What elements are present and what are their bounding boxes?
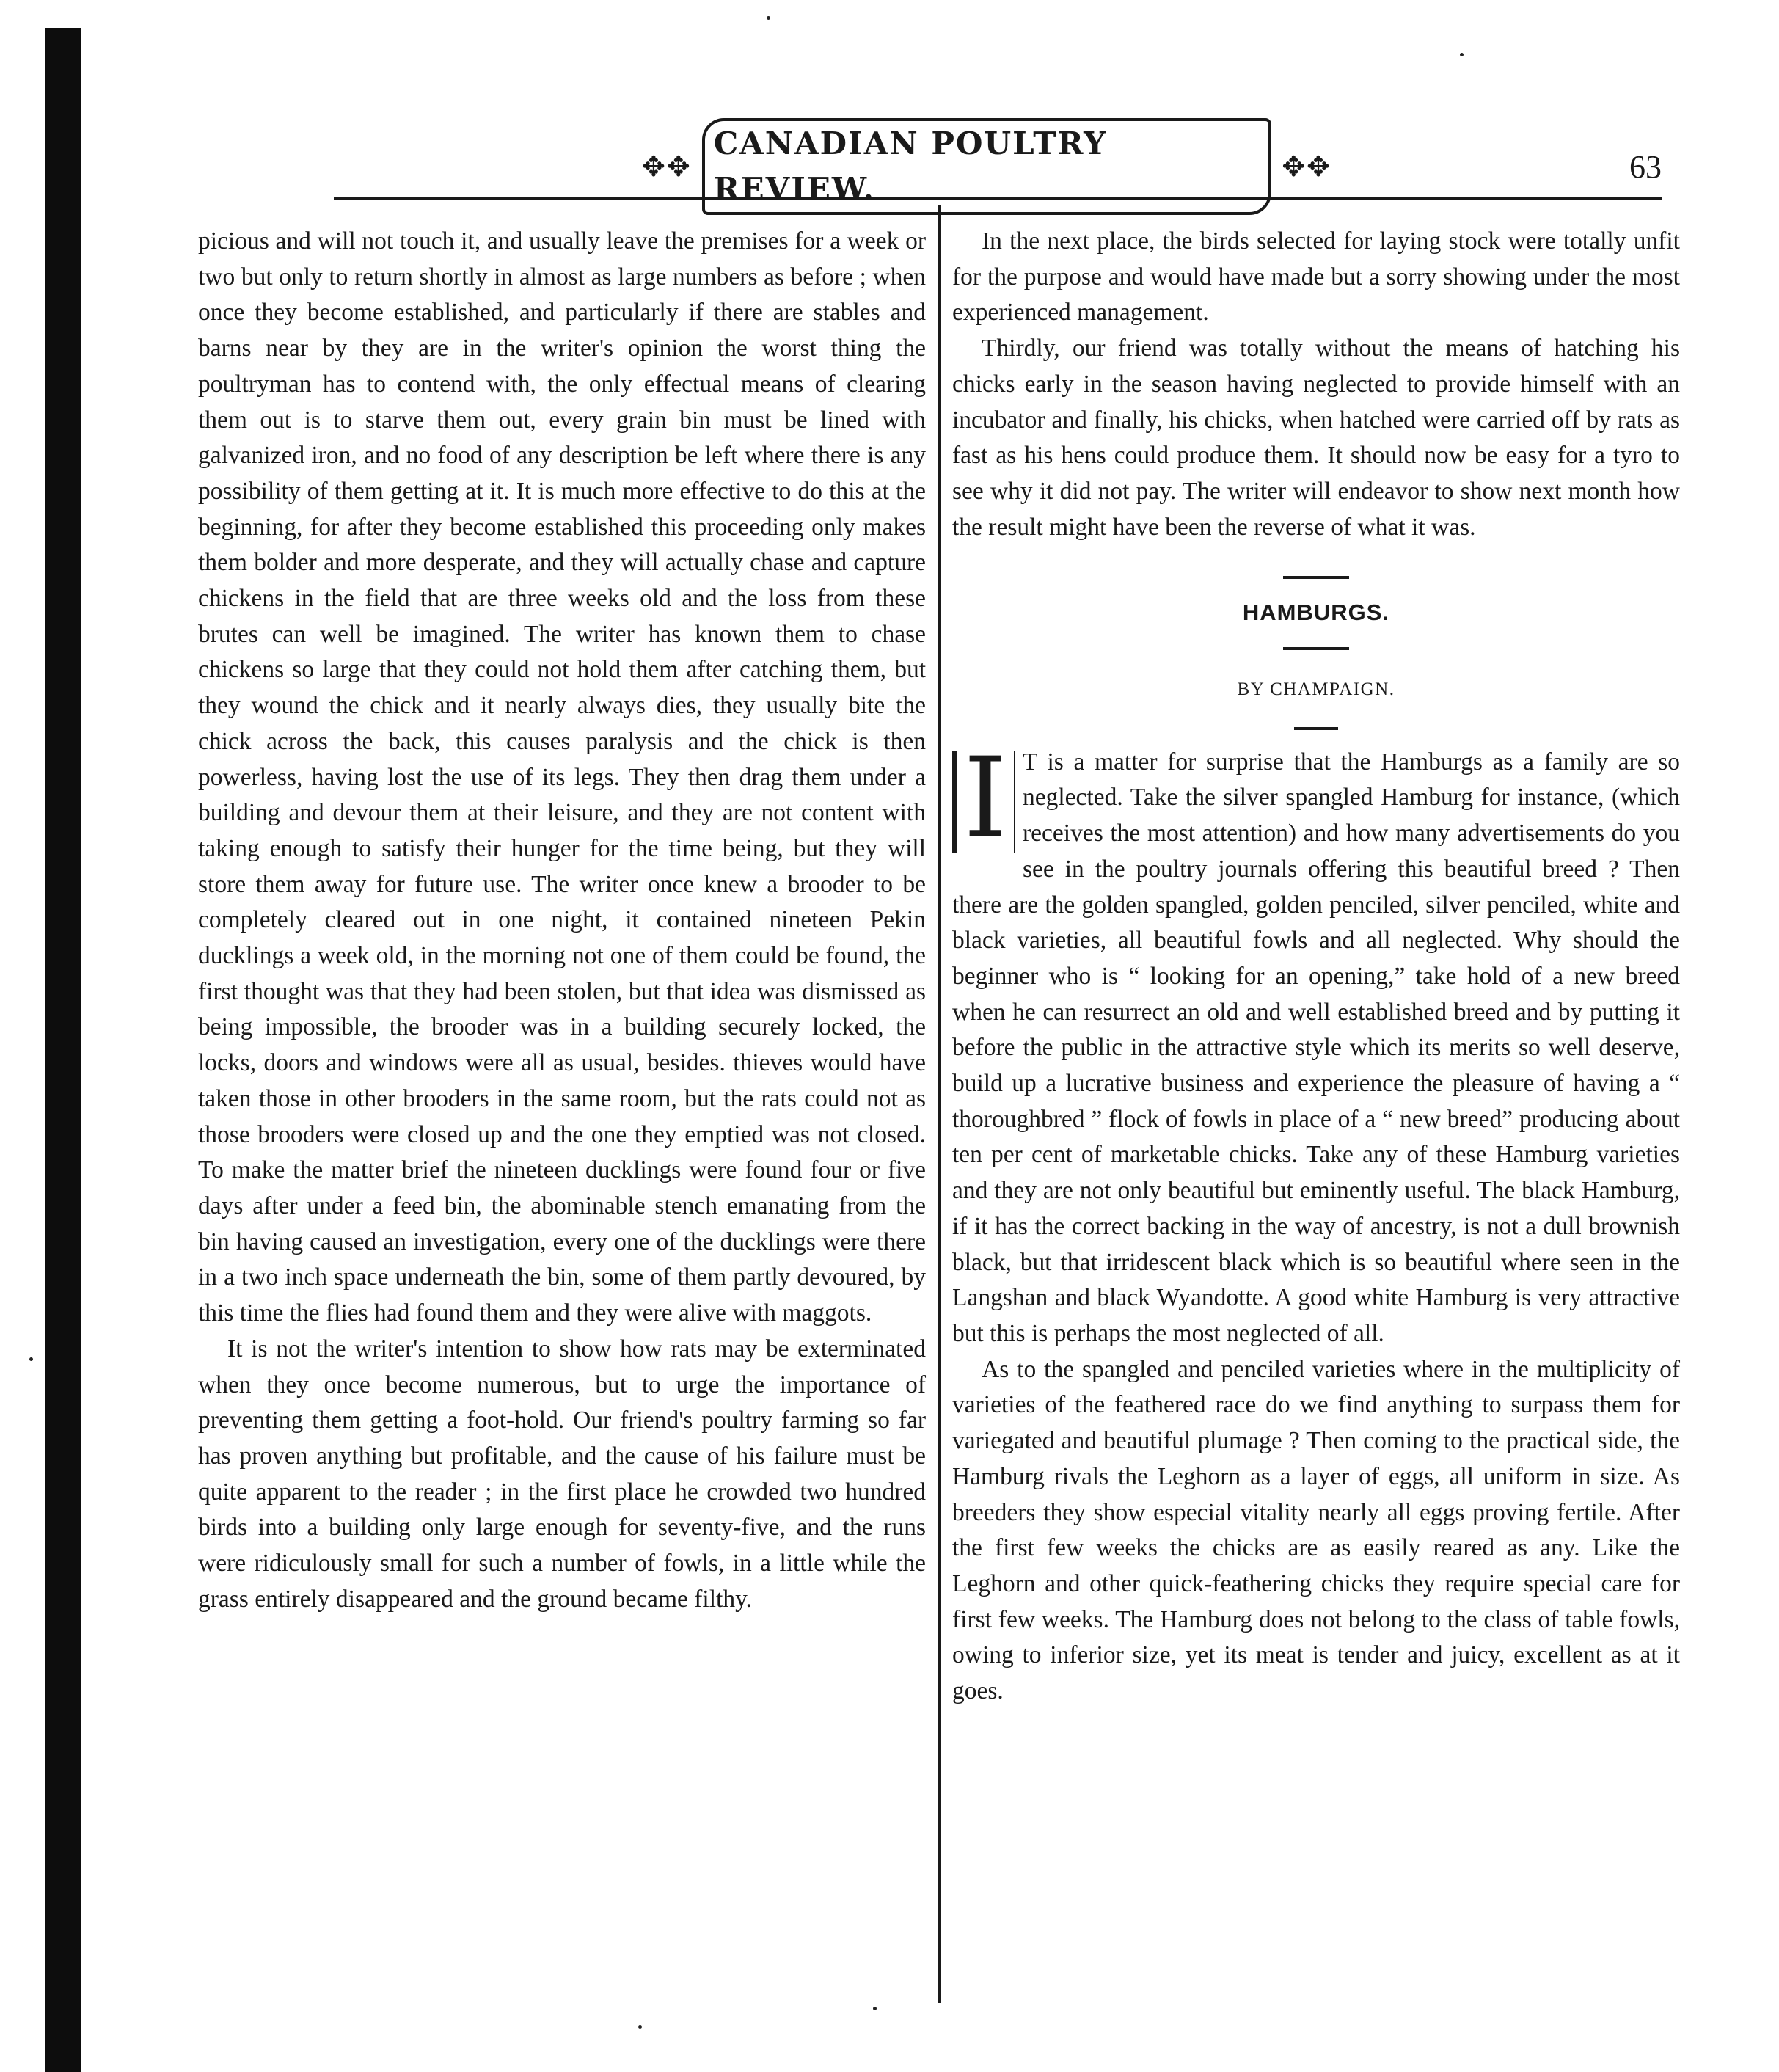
- first-paragraph-text: T is a matter for surprise that the Hamburgs as a family are so neglected. Take the silver spangled Hamburg for instance, (which receives the most attention) and how many advertisements do you see in the poultry journals offering this beautiful breed ? Then there are the golden spangled, golden penciled, silver penciled, white and black varieties, all beautiful fowls and all neglected. Why should the beginner who is “ looking for an opening,” take hold of a new breed when he can resurrect an old and well established breed and by putting it before the public in the attractive style which its merits so well deserve, build up a lucrative business and experience the pleasure of having a “ thoroughbred ” flock of fowls in place of a “ new breed” producing about ten per cent of marketable chicks. Take any of these Hamburg varieties and they are not only beautiful but eminently useful. The black Hamburg, if it has the correct backing in the way of ancestry, is not a dull brownish black, but that irridescent black which is so beautiful where seen in the Langshan and black Wyandotte. A good white Hamburg is very attractive but this is perhaps the most neglected of all.: [952, 748, 1680, 1347]
- page-header: [334, 125, 1662, 207]
- ornament-right-icon: ✥✥: [1282, 150, 1331, 183]
- column-divider: [938, 205, 941, 2003]
- paragraph: In the next place, the birds selected for laying stock were totally unfit for the purpose and would have made but a sorry showing under the most experienced management.: [952, 227, 1680, 327]
- scan-speck: [29, 1357, 33, 1361]
- drop-cap: I: [952, 751, 1015, 853]
- masthead: [642, 125, 1331, 207]
- paragraph: picious and will not touch it, and usually leave the premises for a week or two but only to return shortly in almost as large numbers as before ; when once they become established, and particularly if there are stables and barns near by they are in the writer's opinion the worst thing the poultryman has to contend with, the only effectual means of clearing them out is to starve them out, every grain bin must be lined with galvanized iron, and no food of any description be left where there is any possibility of them getting at it. It is much more effective to do this at the beginning, for after they become established this proceeding only makes them bolder and more desperate, and they will actually chase and capture chickens in the field that are three weeks old and the loss from these brutes can well be imagined. The writer has known them to chase chickens so large that they could not hold them after catching them, but they wound the chick and it nearly always dies, they usually bite the chick across the back, this causes paralysis and the chick is then powerless, having lost the use of its legs. They then drag them under a building and devour them at their leisure, and they are not content with taking enough to satisfy their hunger for the time being, but they will store them away for future use. The writer once knew a brooder to be completely cleared out in one night, it contained nineteen Pekin ducklings a week old, in the morning not one of them could be found, the first thought was that they had been stolen, but that idea was dismissed as being impossible, the brooder was in a building securely locked, the locks, doors and windows were all as usual, besides. thieves would have taken those in other brooders in the same room, but the rats could not as those brooders were closed up and the one they emptied was not closed. To make the matter brief the nineteen ducklings were found four or five days after under a feed bin, the abominable stench emanating from the bin having caused an investigation, every one of the ducklings were there in a two inch space underneath the bin, some of them partly devoured, by this time the flies had found them and they were alive with maggots.: [198, 227, 926, 1327]
- article-title: HAMBURGS.: [1242, 599, 1390, 626]
- right-column: [952, 224, 1680, 1710]
- left-column: [198, 224, 926, 1617]
- scan-speck: [767, 16, 770, 20]
- header-rule: [334, 197, 1662, 200]
- scan-speck: [1460, 53, 1464, 56]
- scan-edge-bar: [45, 28, 81, 2072]
- paragraph: As to the spangled and penciled varieties where in the multiplicity of varieties of the feathered race do we find anything to surpass them for variegated and beautiful plumage ? Then coming to the practical side, the Hamburg rivals the Leghorn as a layer of eggs, all uniform in size. As breeders they show especial vitality nearly all eggs proving fertile. After the first few weeks the chicks are as easily reared as any. Like the Leghorn and other quick-feathering chicks they require special care for first few weeks. The Hamburg does not belong to the class of table fowls, owing to inferior size, yet its meat is tender and juicy, excellent as at it goes.: [952, 1355, 1680, 1705]
- paragraph: Thirdly, our friend was totally without the means of hatching his chicks early in the season having neglected to provide himself with an incubator and finally, his chicks, when hatched were carried off by rats as fast as his hens could produce them. It should now be easy for a tyro to see why it did not pay. The writer will endeavor to show next month how the result might have been the reverse of what it was.: [952, 335, 1680, 541]
- article-byline: BY CHAMPAIGN.: [1237, 679, 1395, 700]
- scan-speck: [638, 2025, 642, 2029]
- masthead-title: CANADIAN POULTRY REVIEW.: [702, 118, 1272, 215]
- byline-rule: [1294, 727, 1338, 730]
- page-number: 63: [1629, 149, 1662, 185]
- paragraph: It is not the writer's intention to show how rats may be exterminated when they once become numerous, but to urge the importance of preventing them getting a foot-hold. Our friend's poultry farming so far has proven anything but profitable, and the cause of his failure must be quite apparent to the reader ; in the first place he crowded two hundred birds into a building only large enough for seventy-five, and the runs were ridiculously small for such a number of fowls, in a little while the grass entirely disappeared and the ground became filthy.: [198, 1335, 926, 1613]
- section-rule: [1283, 576, 1349, 579]
- ornament-left-icon: ✥✥: [642, 150, 692, 183]
- scan-speck: [873, 2007, 877, 2010]
- article-first-paragraph: [952, 734, 1680, 1352]
- section-rule: [1283, 647, 1349, 650]
